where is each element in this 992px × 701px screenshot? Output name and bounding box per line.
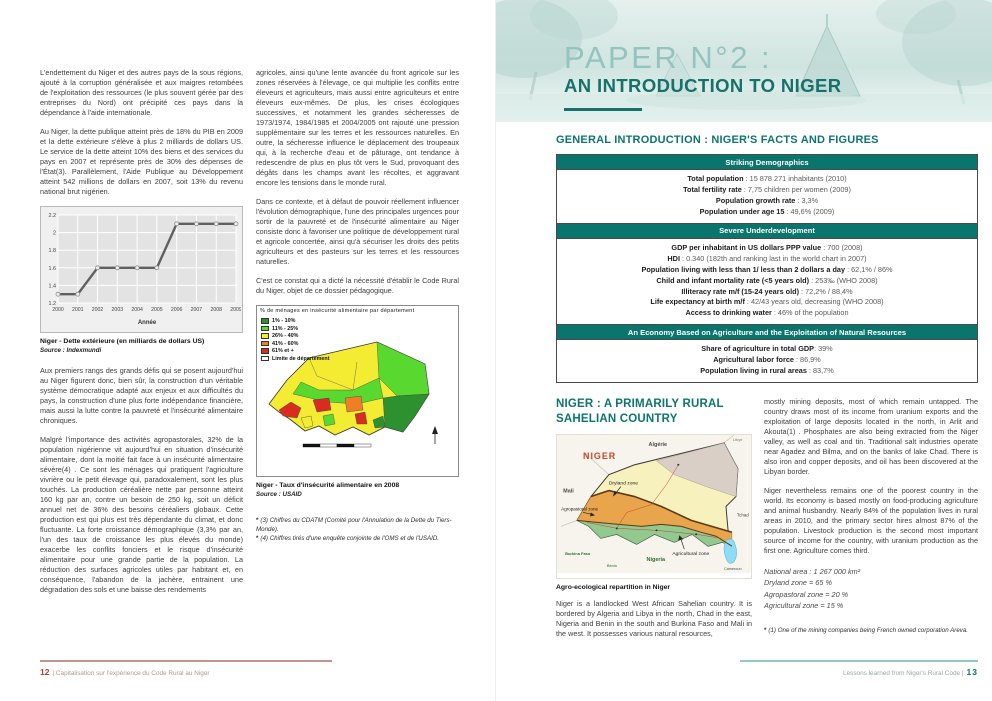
svg-text:2003: 2003 [111,307,124,313]
map-title: % de ménages en insécurité alimentaire par département [260,308,415,314]
page-number: 13 [966,667,978,677]
footer-separator: | [961,670,964,677]
svg-text:Année: Année [137,320,157,326]
left-column-2 [256,68,459,604]
facts-table [556,154,978,383]
rural-heading: NIGER : A PRIMARILY RURAL SAHELIAN COUNTRY [556,398,724,425]
map-burkina-label: Burkina Faso [565,551,591,557]
svg-text:1.6: 1.6 [48,265,56,272]
agro-ecological-map [556,434,752,579]
right-page-content [496,122,992,648]
paper-title: PAPER N°2 : [564,40,773,75]
footnote-text: (4) Chiffres tirés d'une enquête conjointe de l'OMS et de l'USAID. [260,535,440,543]
title-underline [564,108,642,111]
map-caption [256,481,459,500]
rural-left-column [556,397,752,648]
facts-table-row: Child and infant mortality rate (<5 years old) : 253‰ (WHO 2008) [656,275,878,285]
left-column-1 [40,68,243,604]
footer-separator: | [52,670,55,677]
map-country-label: NIGER [583,450,617,461]
map-agricultural-label: Agricultural zone [672,552,710,558]
body-paragraph: L'endettement du Niger et des autres pays de la sous régions, ajouté à la corruption généralisée et aux maigres retombées de l'exploitation des ressources (le plus souvent gérée par des entreprises du Nord) ont précipité ces pays dans la dépendance à l'aide internationale. [40,68,243,117]
paper-subtitle: AN INTRODUCTION TO NIGER [564,75,842,96]
legend-label: 11% - 25% [272,325,299,332]
facts-table-row: Population under age 15 : 49,6% (2009) [699,206,835,216]
body-paragraph: Niger nevertheless remains one of the poorest country in the world. Its economy is based mostly on food-producing agriculture and animal husbandry. Nearly 84% of the population lives in rural areas in 2010, and the primary sector hires almost 87% of the population. Livestock production is the second most important source of income for the country, with uranium production as the first one. Agriculture comes third. [764,486,978,556]
legend-swatch [261,348,269,354]
facts-table-row: Share of agriculture in total GDP: 39% [701,344,833,354]
body-paragraph: Au Niger, la dette publique atteint près de 18% du PIB en 2009 et la dette extérieure s'élève à plus 2 milliards de dollars US. Le service de la dette atteint 10% des biens et des services du pays en 2007 et représente près de 30% des dépenses de l'État(3). Parallèlement, l'Aide Publique au Développement atteint 542 millions de dollars en 2007, soit 13% du revenu national brut nigérien. [40,127,243,196]
footnote [256,516,459,535]
debt-chart-svg [42,209,241,327]
footer-left [40,660,332,677]
body-paragraph: Aux premiers rangs des grands défis qui se posent aujourd'hui au Niger figurent donc, bien sûr, la construction d'un véritable système démocratique adapté aux enjeux et aux difficultés du pays, la construction d'une plus forte indépendance financière, mais aussi la lutte contre la pauvreté et l'insécurité alimentaire chroniques. [40,365,243,425]
facts-table-row: Access to drinking water : 46% of the population [685,308,849,318]
legend-swatch [261,341,269,347]
svg-text:1.4: 1.4 [48,283,56,290]
header-photo [496,0,992,122]
map-algeria-label: Algérie [648,441,668,448]
footnote-text: (3) Chiffres du CDATM (Comité pour l'Annulation de la Dette du Tiers-Monde). [256,516,452,534]
facts-table-row: Agricultural labor force : 86,9% [713,355,821,365]
map-chad-label: Tchad [736,512,749,518]
debt-line-chart [40,206,243,333]
left-page-columns [0,0,495,604]
rural-right-column [764,397,978,648]
legend-row [261,318,330,324]
facts-table-row: Population growth rate : 3,3% [715,195,819,205]
footnote-asterisk: * [256,535,259,543]
svg-text:2002: 2002 [91,307,104,313]
svg-text:2008: 2008 [210,307,222,313]
legend-row [261,333,330,339]
svg-text:1.2: 1.2 [48,301,56,307]
chart-caption-title: Niger - Dette extérieure (en milliards de dollars US) [40,338,205,345]
map-legend [261,318,330,363]
footnote-asterisk: * [256,516,259,524]
svg-text:2005: 2005 [151,307,163,313]
facts-table-section-header: Striking Demographics [557,155,977,170]
facts-table-section-body [557,170,977,223]
legend-swatch [261,318,269,324]
footer-text [740,667,978,677]
map-caption-title: Niger - Taux d'insécurité alimentaire en 2008 [256,482,400,489]
facts-table-row: GDP per inhabitant in US dollars PPP value : 700 (2008) [671,242,863,252]
legend-row [261,326,330,332]
footer-right [740,660,978,677]
facts-table-section-header: Severe Underdevelopment [557,223,977,239]
footnote [764,627,978,634]
facts-table-row: HDI : 0.340 (182th and ranking last in the world chart in 2007) [667,253,867,263]
legend-swatch [261,333,269,339]
footer-label: Capitalisation sur l'expérience du Code Rural au Niger [55,670,210,677]
facts-table-row: Total population : 15 878 271 inhabitants (2010) [687,174,847,183]
paper-title-block [564,42,842,111]
zone-stat-line: Dryland zone = 65 % [764,578,832,588]
legend-row [261,356,330,362]
svg-text:2000: 2000 [52,307,64,313]
section-title: GENERAL INTRODUCTION : NIGER'S FACTS AND FIGURES [556,134,879,146]
body-paragraph: agricoles, ainsi qu'une lente avancée du front agricole sur les zones réservées à l'élevage, ce qui multiplie les conflits entre éleveurs et agriculteurs, mais aussi entre agriculteurs et entre éleveurs eux-mêmes. De plus, les crises écologiques successives, et notamment les grandes sécheresses de 1973/1974, 1984/1985 et 2004/2005 ont rajouté une pression supplémentaire sur les terres et les ressources naturelles. En outre, la sécheresse influence le déplacement des troupeaux qui, à la recherche d'eau et de pâturage, ont tendance à redescendre de plus en plus tôt vers le Sud, provoquant des dégâts dans les champs avant les récoltes, et aggravant encore les tensions dans le monde rural. [256,68,459,187]
facts-table-row: Population living in rural areas : 83,7% [700,366,834,376]
footer-text [40,667,332,677]
footnote-text: (1) One of the mining companies being French owned corporation Areva. [768,627,969,635]
map-dryland-label: Dryland zone [608,481,639,487]
zone-stat-line: Agropastoral zone = 20 % [764,589,849,599]
zone-stats [764,566,978,611]
page-number: 12 [40,667,50,677]
map-nigeria-label: Nigeria [646,556,666,563]
svg-text:2007: 2007 [190,307,203,313]
legend-label: 1% - 10% [272,318,296,324]
footer-rule [40,660,332,662]
facts-table-row: Illiteracy rate m/f (15-24 years old) : 72,2% / 88,4% [681,286,853,296]
svg-text:1.8: 1.8 [48,248,56,255]
facts-table-row: Total fertility rate : 7,75 children per women (2009) [683,184,851,194]
zone-stat-line: Agricultural zone = 15 % [764,601,844,611]
body-paragraph: mostly mining deposits, most of which remain untapped. The country draws most of its income from uranium exports and the exploitation of large deposits located in the north, in Arlit and Akouta(1) . Phosphates are also being extracted from the Niger valley, as well as coal and tin. Traditional salt industries operate near Agadez and Bilma, and on the banks of lake Chad. There is also iron and copper deposits, and oil has been discovered at the Libyan border. [764,397,978,477]
svg-text:2.2: 2.2 [48,213,56,219]
legend-row [261,348,330,354]
legend-label: Limite de département [272,355,330,362]
svg-text:2006: 2006 [170,307,183,313]
map-caption-source: Source : USAID [256,490,302,498]
rural-section [556,397,978,648]
legend-label: 26% - 40% [272,333,299,339]
facts-table-section-body [557,340,977,382]
agro-map-svg [557,435,751,573]
map-libya-label: Libye [732,436,743,442]
page-right [496,0,992,701]
legend-swatch [261,356,269,362]
body-paragraph: Dans ce contexte, et à défaut de pouvoir réellement influencer l'évolution démographique, l'une des principales urgences pour sortir de la pauvreté et de l'insécurité alimentaire au Niger consiste donc à favoriser une politique de développement rural et agricole concertée, ainsi qu'à sécuriser les droits des petits agriculteurs et des pasteurs sur les terres et les ressources naturelles. [256,197,459,266]
map-mali-label: Mali [563,488,574,495]
footnote-asterisk: * [764,627,767,635]
chart-caption-source: Source : Indexmundi [40,346,102,354]
body-paragraph: Niger is a landlocked West African Sahelian country. It is bordered by Algeria and Libya in the north, Chad in the east, Nigeria and Benin in the south and Burkina Faso and Mali in the west. It possesses various natural resources, [556,598,752,638]
footnote [256,534,459,543]
svg-text:2009: 2009 [230,307,241,313]
body-paragraph: C'est ce constat qui a dicté la nécessité d'établir le Code Rural du Niger, objet de ce dossier pédagogique. [256,276,459,295]
food-insecurity-map [256,305,459,477]
body-paragraph: Malgré l'importance des activités agropastorales, 32% de la population nigérienne vit aujourd'hui en situation d'insécurité alimentaire, dont la moitié fait face à un insécurité alimentaire sévère(4) . Ce sont les ménages qui pratiquent l'agriculture vivrière ou le petit élevage qui, paradoxalement, sont les plus touchés. La production céréalière nette par personne atteint 160 kg par an, contre un besoin de 250 kg, soit un déficit annuel net de 36% des besoins céréaliers globaux. Cette production est qui plus est très dépendante du climat, et donc fluctuante. La forte croissance démographique (3,3% par an, l'un des taux de croissance les plus élevés du monde) exacerbe les conflits fonciers et le risque d'insécurité alimentaire pour une grande partie de la population. La réduction des surfaces agricoles utiles par habitant et, en conséquence, l'abandon de la jachère, entrainent une dégradation des sols et une baisse des rendements [40,434,243,594]
footer-rule [740,660,978,662]
legend-row [261,341,330,347]
facts-table-section-body [557,239,977,325]
footnotes [256,516,459,544]
footer-label: Lessons learned from Niger's Rural Code [843,670,961,677]
facts-table-section-header: An Economy Based on Agriculture and the Exploitation of Natural Resources [557,324,977,340]
legend-swatch [261,326,269,332]
facts-table-row: Life expectancy at birth m/f : 42/43 years old, decreasing (WHO 2008) [650,297,884,307]
map-cameroon-label: Cameroun [723,566,742,571]
legend-label: 61% et + [272,348,294,354]
svg-text:2: 2 [53,230,56,237]
svg-text:2001: 2001 [72,307,84,313]
agro-map-caption: Agro-ecological repartition in Niger [556,583,671,591]
map-agropastoral-label: Agropastoral zone [561,506,599,512]
chart-caption [40,337,243,356]
map-benin-label: Bénin [606,562,617,568]
svg-text:2004: 2004 [131,307,143,313]
facts-table-row: Population living with less than 1/ less than 2 dollars a day : 62,1% / 86% [641,264,893,274]
zone-stat-line: National area : 1 267 000 km² [764,567,861,577]
legend-label: 41% - 60% [272,340,299,347]
